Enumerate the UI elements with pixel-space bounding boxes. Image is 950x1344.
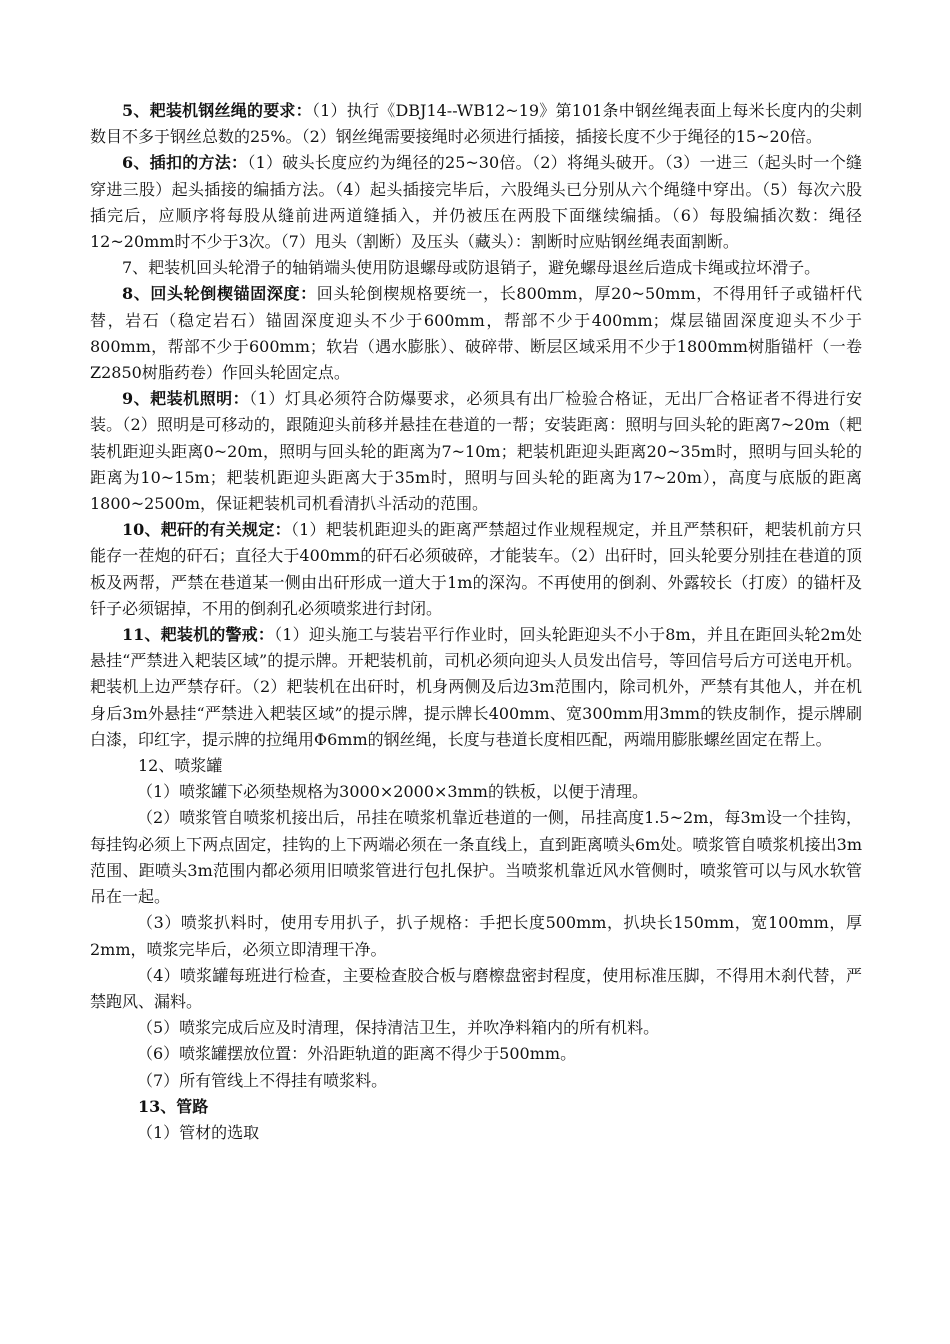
section-8 <box>90 281 862 386</box>
section-11 <box>90 622 862 753</box>
section-9-title: 9、耙装机照明： <box>122 389 250 409</box>
section-12-title <box>90 753 862 779</box>
section-5 <box>90 98 862 150</box>
section-5-text: （1）执行《DBJ14--WB12~19》第101条中钢丝绳表面上每米长度内的尖刺数目不多于钢丝总数的25%。（2）钢丝绳需要接绳时必须进行插接，插接长度不少于绳径的15~20倍。 <box>90 101 862 147</box>
section-13-title <box>90 1094 862 1120</box>
section-11-text: （1）迎头施工与装岩平行作业时，回头轮距迎头不小于8m，并且在距回头轮2m处悬挂“严禁进入耙装区域”的提示牌。开耙装机前，司机必须向迎头人员发出信号，等回信号后方可送电开机。耙装机上边严禁存矸。（2）耙装机在出矸时，机身两侧及后边3m范围内，除司机外，严禁有其他人，并在机身后3m外悬挂“严禁进入耙装区域”的提示牌，提示牌长400mm、宽300mm用3mm的铁皮制作，提示牌刷白漆，印红字，提示牌的拉绳用Φ6mm的钢丝绳，长度与巷道长度相匹配，两端用膨胀螺丝固定在帮上。 <box>90 625 862 749</box>
section-5-title: 5、耙装机钢丝绳的要求： <box>122 101 312 120</box>
s12-item: （7）所有管线上不得挂有喷浆料。 <box>137 1070 388 1090</box>
s12-item: （2）喷浆管自喷浆机接出后，吊挂在喷浆机靠近巷道的一侧，吊挂高度1.5~2m，每3m设一个挂钩，每挂钩必须上下两点固定，挂钩的上下两端必须在一条直线上，直到距离喷头6m处。喷浆管自喷浆机接出3m范围、距喷头3m范围内都必须用旧喷浆管进行包扎保护。当喷浆机靠近风水管侧时，喷浆管可以与风水软管吊在一起。 <box>90 808 862 907</box>
section-10-title: 10、耙矸的有关规定： <box>122 520 291 540</box>
section-6-title: 6、插扣的方法： <box>122 153 248 173</box>
s12-item: （4）喷浆罐每班进行检查，主要检查胶合板与磨檫盘密封程度，使用标准压脚，不得用木刹代替，严禁跑风、漏料。 <box>90 965 862 1011</box>
s12-item: （1）喷浆罐下必须垫规格为3000×2000×3mm的铁板，以便于清理。 <box>137 782 648 802</box>
s12-item: （3）喷浆扒料时，使用专用扒子，扒子规格：手把长度500mm，扒块长150mm，宽100mm，厚2mm，喷浆完毕后，必须立即清理干净。 <box>90 913 862 959</box>
s12-item: （5）喷浆完成后应及时清理，保持清洁卫生，并吹净料箱内的所有机料。 <box>137 1018 660 1038</box>
section-8-title: 8、回头轮倒楔锚固深度： <box>122 284 317 304</box>
section-8-text: 回头轮倒楔规格要统一，长800mm，厚20~50mm，不得用钎子或锚杆代替，岩石（稳定岩石）锚固深度迎头不少于600mm，帮部不少于400mm；煤层锚固深度迎头不少于800mm，帮部不少于600mm；软岩（遇水膨胀）、破碎带、断层区域采用不少于1800mm树脂锚杆（一卷Z2850树脂药卷）作回头轮固定点。 <box>90 284 862 383</box>
section-10-text: （1）耙装机距迎头的距离严禁超过作业规程规定，并且严禁积矸，耙装机前方只能存一茬炮的矸石；直径大于400mm的矸石必须破碎，才能装车。（2）出矸时，回头轮要分别挂在巷道的顶板及两帮，严禁在巷道某一侧由出矸形成一道大于1m的深沟。不再使用的倒刹、外露较长（打废）的锚杆及钎子必须锯掉，不用的倒刹孔必须喷浆进行封闭。 <box>90 520 862 618</box>
section-6-text: （1）破头长度应约为绳径的25~30倍。（2）将绳头破开。（3）一进三（起头时一个缝穿进三股）起头插接的编插方法。（4）起头插接完毕后，六股绳头已分别从六个绳缝中穿出。（5）每次六股插完后，应顺序将每股从缝前进两道缝插入，并仍被压在两股下面继续编插。（6）每股编插次数：绳径12~20mm时不少于3次。（7）甩头（割断）及压头（藏头）：割断时应贴钢丝绳表面割断。 <box>90 153 862 252</box>
section-13-title-text: 13、管路 <box>138 1096 209 1116</box>
section-11-title: 11、耙装机的警戒： <box>122 625 275 645</box>
section-12-title-text: 12、喷浆罐 <box>138 756 223 776</box>
section-7-text: 7、耙装机回头轮滑子的轴销端头使用防退螺母或防退销子，避免螺母退丝后造成卡绳或拉坏滑子。 <box>122 258 821 278</box>
section-7 <box>90 255 862 281</box>
section-9-text: （1）灯具必须符合防爆要求，必须具有出厂检验合格证，无出厂合格证者不得进行安装。（2）照明是可移动的，跟随迎头前移并悬挂在巷道的一帮；安装距离：照明与回头轮的距离7~20m（耙装机距迎头距离0~20m，照明与回头轮的距离为7~10m；耙装机距迎头距离20~35m时，照明与回头轮的距离为10~15m；耙装机距迎头距离大于35m时，照明与回头轮的距离为17~20m），高度与底版的距离1800~2500m，保证耙装机司机看清扒斗活动的范围。 <box>90 389 862 514</box>
section-10 <box>90 517 862 622</box>
section-6 <box>90 150 862 255</box>
document-page <box>90 98 862 1146</box>
section-9 <box>90 386 862 517</box>
s13-item: （1）管材的选取 <box>137 1122 260 1142</box>
s12-item: （6）喷浆罐摆放位置：外沿距轨道的距离不得少于500mm。 <box>137 1044 577 1064</box>
